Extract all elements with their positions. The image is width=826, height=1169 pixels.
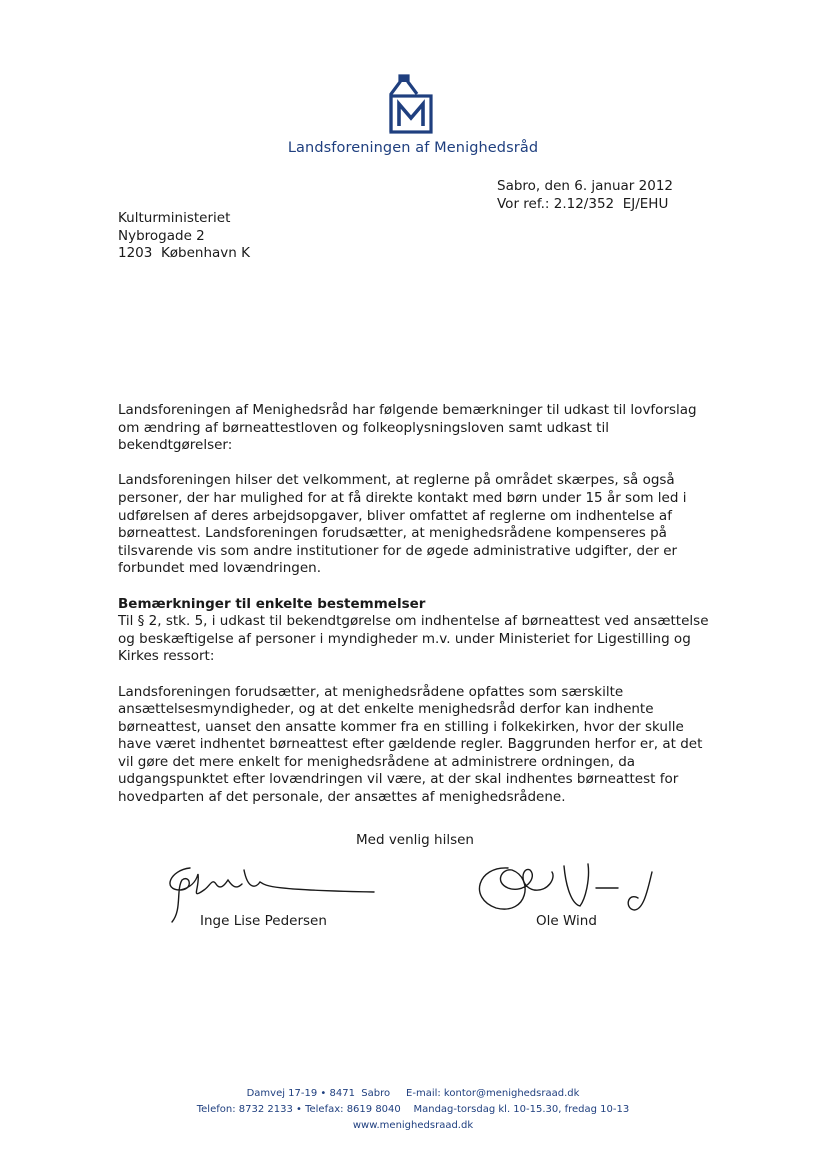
letter-footer [0,1086,826,1134]
footer-address: Damvej 17-19 • 8471 Sabro E-mail: kontor@menighedsraad.dk [246,1088,580,1099]
footer-phone: Telefon: 8732 2133 • Telefax: 8619 8040 Mandag-torsdag kl. 10-15.30, fredag 10-13 [196,1104,630,1115]
signer-2-name: Ole Wind [536,913,597,929]
organization-name: Landsforeningen af Menighedsråd [287,140,539,156]
letter-date: Sabro, den 6. januar 2012 [497,178,674,194]
paragraph-2: Til § 2, stk. 5, i udkast til bekendtgørelse om indhentelse af børneattest ved ansættelse og beskæftigelse af personer i myndigheder m.v. under Ministeriet for Ligestilling og Kirkes ressort: [118,613,709,665]
letter-reference: Vor ref.: 2.12/352 EJ/EHU [497,195,669,212]
recipient-line-1: Kulturministeriet [118,210,231,226]
recipient-address [118,210,250,263]
paragraph-1: Landsforeningen hilser det velkomment, at reglerne på området skærpes, så også personer, der har mulighed for at få direkte kontakt med børn under 15 år som led i udførelsen af deres arbejdsopgaver, bliver omfattet af reglerne om indhentelse af børneattest. Landsforeningen forudsætter, at menighedsrådene kompenseres på tilsvarende vis som andre institutioner for de øgede administrative udgifter, der er forbundet med lovændringen. [118,472,687,577]
footer-website: www.menighedsraad.dk [352,1120,474,1131]
closing-greeting: Med venlig hilsen [356,832,474,848]
dateline [497,178,673,213]
signer-1-name: Inge Lise Pedersen [200,913,327,929]
recipient-line-2: Nybrogade 2 [118,227,205,244]
intro-paragraph: Landsforeningen af Menighedsråd har følgende bemærkninger til udkast til lovforslag om ændring af børneattestloven og folkeoplysningsloven samt udkast til bekendtgørelser: [118,402,697,454]
paragraph-3: Landsforeningen forudsætter, at menighedsrådene opfattes som særskilte ansættelsesmyndigheder, og at det enkelte menighedsråd derfor kan indhente børneattest, uanset den ansatte kommer fra en stilling i folkekirken, hvor der skulle have været indhentet børneattest efter gældende regler. Baggrunden herfor er, at det vil gøre det mere enkelt for menighedsrådene at administrere ordningen, da udgangspunktet efter lovændringen vil være, at der skal indhentes børneattest for hovedparten af det personale, der ansættes af menighedsrådene. [118,683,703,806]
recipient-line-3: 1203 København K [118,245,251,261]
church-m-logo-icon [388,74,434,134]
section-heading: Bemærkninger til enkelte bestemmelser [118,595,426,612]
letter-body [118,402,710,824]
